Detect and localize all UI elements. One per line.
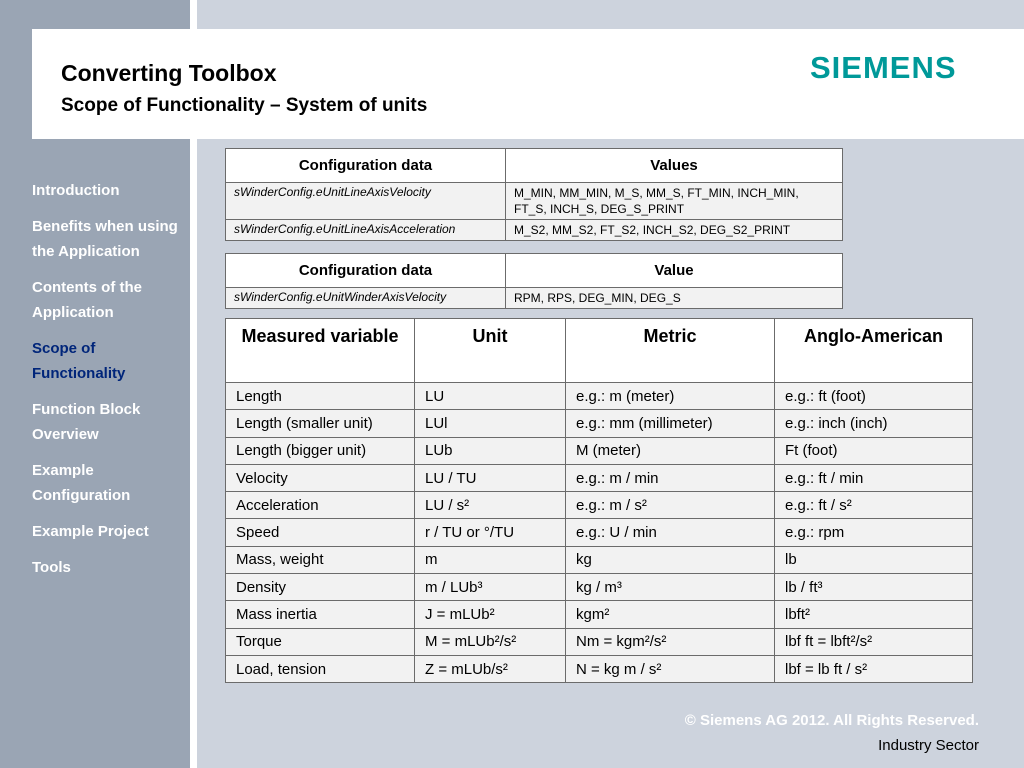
table-cell: Nm = kgm²/s² <box>566 628 775 655</box>
table-cell: RPM, RPS, DEG_MIN, DEG_S <box>506 288 843 309</box>
table-row <box>226 410 973 437</box>
table-cell: e.g.: m (meter) <box>566 383 775 410</box>
table-cell: Acceleration <box>226 492 415 519</box>
table-header: Unit <box>415 319 566 383</box>
table-header: Configuration data <box>226 254 506 288</box>
table-cell: M (meter) <box>566 437 775 464</box>
table-row <box>226 220 843 241</box>
table-cell: LUl <box>415 410 566 437</box>
table-cell: lbft² <box>775 601 973 628</box>
nav-item-function-block[interactable]: Function Block Overview <box>32 401 141 443</box>
table-cell: e.g.: ft / s² <box>775 492 973 519</box>
sector-label: Industry Sector <box>878 737 979 754</box>
table-cell: m / LUb³ <box>415 574 566 601</box>
table-row <box>226 574 973 601</box>
table-cell: e.g.: rpm <box>775 519 973 546</box>
table-header: Anglo-American <box>775 319 973 383</box>
config-table-1 <box>225 148 843 241</box>
table-cell: LU / s² <box>415 492 566 519</box>
table-header: Value <box>506 254 843 288</box>
table-cell: e.g.: mm (millimeter) <box>566 410 775 437</box>
table-cell: lb <box>775 546 973 573</box>
table-cell: lbf ft = lbft²/s² <box>775 628 973 655</box>
table-cell: lbf = lb ft / s² <box>775 655 973 682</box>
table-cell: sWinderConfig.eUnitLineAxisAcceleration <box>226 220 506 241</box>
table-row <box>226 546 973 573</box>
table-cell: N = kg m / s² <box>566 655 775 682</box>
table-cell: Density <box>226 574 415 601</box>
table-cell: kg <box>566 546 775 573</box>
nav-item-introduction[interactable]: Introduction <box>32 182 120 199</box>
table-row <box>226 437 973 464</box>
table-cell: e.g.: inch (inch) <box>775 410 973 437</box>
table-row <box>226 655 973 682</box>
table-cell: e.g.: ft (foot) <box>775 383 973 410</box>
table-cell: Z = mLUb/s² <box>415 655 566 682</box>
table-cell: Length <box>226 383 415 410</box>
table-header: Metric <box>566 319 775 383</box>
table-cell: LUb <box>415 437 566 464</box>
header <box>32 29 1024 139</box>
page-title: Converting Toolbox <box>61 60 277 86</box>
config-table-2 <box>225 253 843 309</box>
table-cell: Speed <box>226 519 415 546</box>
nav-item-contents[interactable]: Contents of the Application <box>32 279 142 321</box>
table-cell: Mass, weight <box>226 546 415 573</box>
table-cell: sWinderConfig.eUnitWinderAxisVelocity <box>226 288 506 309</box>
table-cell: kg / m³ <box>566 574 775 601</box>
units-table <box>225 318 973 683</box>
nav-item-scope[interactable]: Scope of Functionality <box>32 340 126 382</box>
siemens-logo: SIEMENS <box>810 50 957 85</box>
table-cell: LU <box>415 383 566 410</box>
table-cell: M_S2, MM_S2, FT_S2, INCH_S2, DEG_S2_PRINT <box>506 220 843 241</box>
table-cell: Torque <box>226 628 415 655</box>
table-row <box>226 601 973 628</box>
table-cell: Velocity <box>226 464 415 491</box>
nav-item-example-configuration[interactable]: Example Configuration <box>32 462 131 504</box>
table-cell: sWinderConfig.eUnitLineAxisVelocity <box>226 183 506 220</box>
table-row <box>226 492 973 519</box>
table-row <box>226 519 973 546</box>
units-table-body <box>226 383 973 683</box>
nav-item-benefits[interactable]: Benefits when using the Application <box>32 218 178 260</box>
table-cell: lb / ft³ <box>775 574 973 601</box>
table-cell: m <box>415 546 566 573</box>
table-header: Measured variable <box>226 319 415 383</box>
table-cell: e.g.: U / min <box>566 519 775 546</box>
table-cell: kgm² <box>566 601 775 628</box>
table-cell: Ft (foot) <box>775 437 973 464</box>
table-cell: LU / TU <box>415 464 566 491</box>
table-cell: M_MIN, MM_MIN, M_S, MM_S, FT_MIN, INCH_MIN, FT_S, INCH_S, DEG_S_PRINT <box>506 183 843 220</box>
table-header: Configuration data <box>226 149 506 183</box>
table-cell: e.g.: m / s² <box>566 492 775 519</box>
table-header: Values <box>506 149 843 183</box>
table-row <box>226 288 843 309</box>
nav-item-example-project[interactable]: Example Project <box>32 523 149 540</box>
table-cell: Length (bigger unit) <box>226 437 415 464</box>
copyright: © Siemens AG 2012. All Rights Reserved. <box>684 712 979 729</box>
sidebar-nav <box>32 178 182 591</box>
table-cell: r / TU or °/TU <box>415 519 566 546</box>
table-cell: e.g.: m / min <box>566 464 775 491</box>
table-row <box>226 464 973 491</box>
table-cell: Length (smaller unit) <box>226 410 415 437</box>
table-row <box>226 383 973 410</box>
table-cell: J = mLUb² <box>415 601 566 628</box>
nav-item-tools[interactable]: Tools <box>32 559 71 576</box>
table-cell: e.g.: ft / min <box>775 464 973 491</box>
table-row <box>226 183 843 220</box>
table-row <box>226 628 973 655</box>
table-cell: Mass inertia <box>226 601 415 628</box>
table-cell: Load, tension <box>226 655 415 682</box>
table-cell: M = mLUb²/s² <box>415 628 566 655</box>
page-subtitle: Scope of Functionality – System of units <box>61 95 428 116</box>
